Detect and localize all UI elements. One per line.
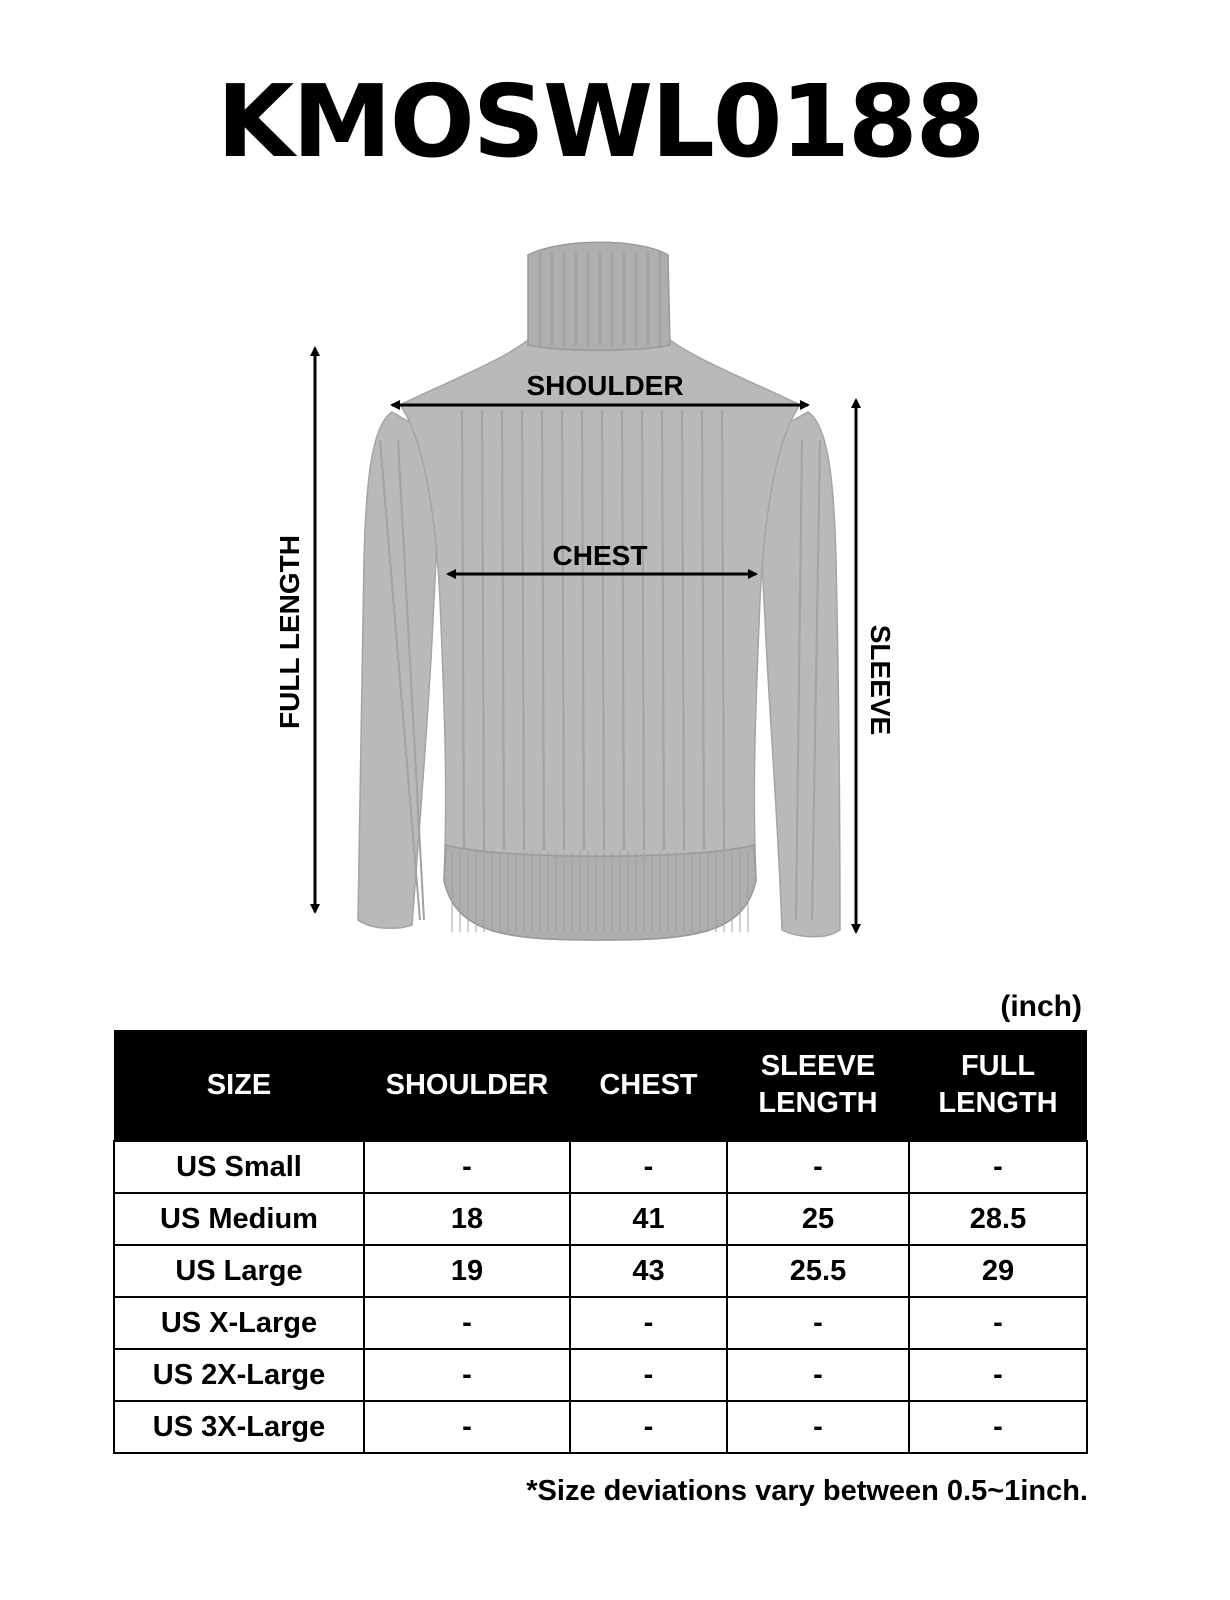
cell-size: US Medium [114, 1193, 364, 1245]
header-size: SIZE [114, 1030, 364, 1141]
cell-sleeve: - [727, 1401, 909, 1453]
sleeve-label: SLEEVE [865, 624, 896, 736]
cell-shoulder: 18 [364, 1193, 570, 1245]
cell-size: US X-Large [114, 1297, 364, 1349]
cell-sleeve: 25.5 [727, 1245, 909, 1297]
cell-shoulder: 19 [364, 1245, 570, 1297]
cell-sleeve: - [727, 1141, 909, 1193]
header-sleeve-length [727, 1030, 909, 1141]
cell-chest: 43 [570, 1245, 727, 1297]
cell-chest: 41 [570, 1193, 727, 1245]
size-deviation-note: *Size deviations vary between 0.5~1inch. [526, 1475, 1088, 1507]
cell-full-length: - [909, 1349, 1087, 1401]
hem-band [444, 845, 756, 940]
chest-label: CHEST [552, 540, 648, 571]
cell-sleeve: - [727, 1349, 909, 1401]
cell-full-length: 29 [909, 1245, 1087, 1297]
header-sleeve-line2: LENGTH [758, 1087, 878, 1119]
header-full-line2: LENGTH [938, 1087, 1058, 1119]
header-sleeve-line1: SLEEVE [760, 1050, 876, 1082]
header-full-length [909, 1030, 1087, 1141]
cell-chest: - [570, 1297, 727, 1349]
cell-size: US 2X-Large [114, 1349, 364, 1401]
table-header-row [114, 1030, 1087, 1141]
table-row [114, 1245, 1087, 1297]
size-chart-table [113, 1030, 1088, 1454]
cell-chest: - [570, 1401, 727, 1453]
cell-shoulder: - [364, 1141, 570, 1193]
table-row [114, 1349, 1087, 1401]
cell-shoulder: - [364, 1401, 570, 1453]
table-row [114, 1141, 1087, 1193]
table-row [114, 1297, 1087, 1349]
table-row [114, 1193, 1087, 1245]
unit-label: (inch) [1000, 990, 1082, 1023]
cell-shoulder: - [364, 1297, 570, 1349]
cell-full-length: - [909, 1401, 1087, 1453]
cell-size: US Small [114, 1141, 364, 1193]
header-chest: CHEST [570, 1030, 727, 1141]
full-length-label: FULL LENGTH [274, 535, 305, 729]
cell-size: US 3X-Large [114, 1401, 364, 1453]
cell-sleeve: - [727, 1297, 909, 1349]
shoulder-label: SHOULDER [526, 370, 684, 401]
sweater-shape [358, 242, 840, 940]
cell-full-length: - [909, 1141, 1087, 1193]
cell-sleeve: 25 [727, 1193, 909, 1245]
table-row [114, 1401, 1087, 1453]
cell-size: US Large [114, 1245, 364, 1297]
cell-chest: - [570, 1141, 727, 1193]
header-full-line1: FULL [960, 1050, 1036, 1082]
cell-chest: - [570, 1349, 727, 1401]
cell-shoulder: - [364, 1349, 570, 1401]
cell-full-length: 28.5 [909, 1193, 1087, 1245]
cell-full-length: - [909, 1297, 1087, 1349]
product-code-title: KMOSWL0188 [216, 63, 984, 180]
header-shoulder: SHOULDER [364, 1030, 570, 1141]
